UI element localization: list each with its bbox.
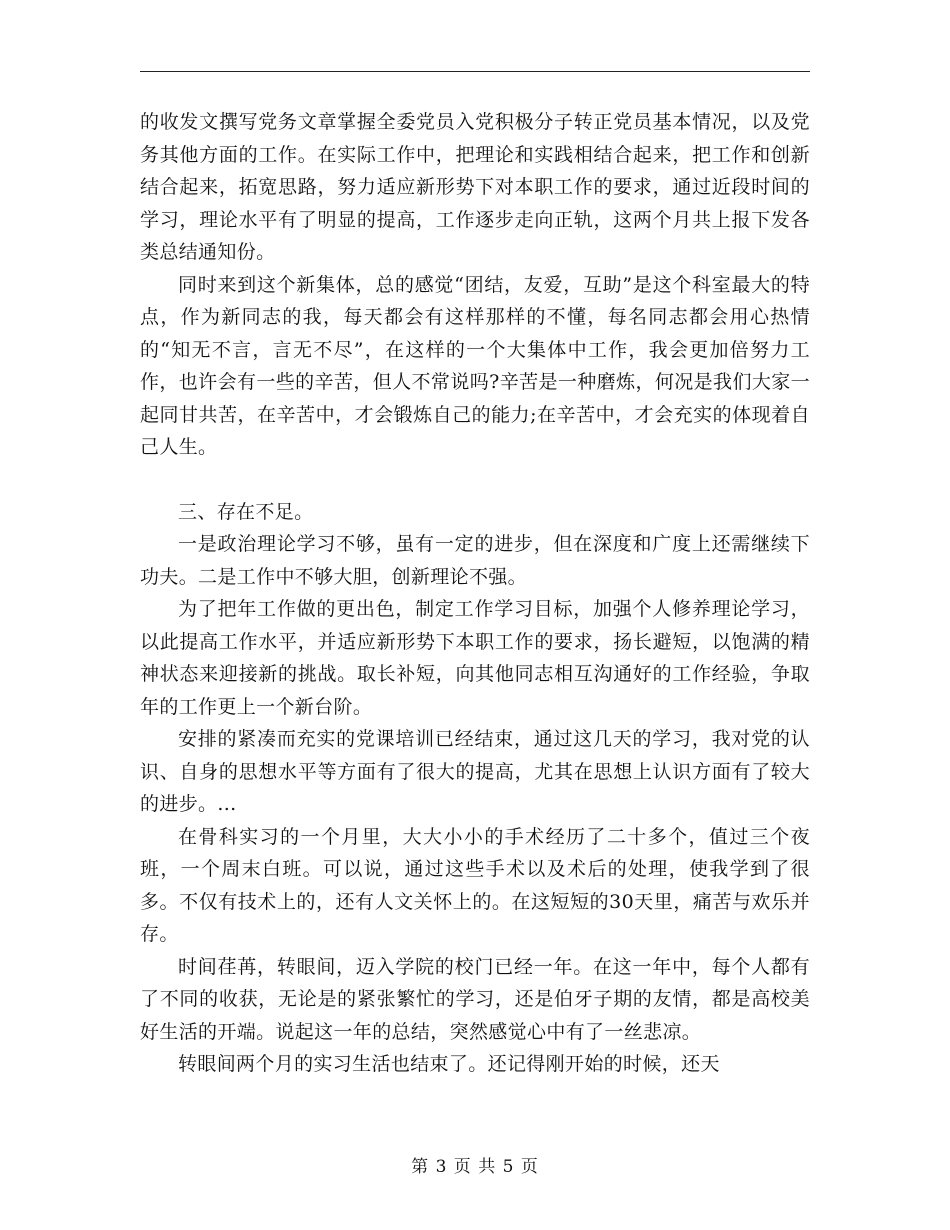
body-text [140, 106, 810, 1081]
section-heading-shortcomings: 三、存在不足。 [178, 500, 314, 523]
paragraph-goals: 为了把年工作做的更出色，制定工作学习目标，加强个人修养理论学习，以此提高工作水平，并适应新形势下本职工作的要求，扬长避短，以饱满的精神状态来迎接新的挑战。取长补短，向其他同志相互沟通好的工作经验，争取年的工作更上一个新台阶。 [140, 598, 810, 718]
paragraph-continuation: 的收发文撰写党务文章掌握全委党员入党积极分子转正党员基本情况，以及党务其他方面的工作。在实际工作中，把理论和实践相结合起来，把工作和创新结合起来，拓宽思路，努力适应新形势下对本职工作的要求，通过近段时间的学习，理论水平有了明显的提高，工作逐步走向正轨，这两个月共上报下发各类总结通知份。 [140, 111, 810, 263]
paragraph-first-year: 时间荏苒，转眼间，迈入学院的校门已经一年。在这一年中，每个人都有了不同的收获，无论是的紧张繁忙的学习，还是伯牙子期的友情，都是高校美好生活的开端。说起这一年的总结，突然感觉心中有了一丝悲凉。 [140, 955, 810, 1043]
paragraph-team-spirit: 同时来到这个新集体，总的感觉“团结，友爱，互助”是这个科室最大的特点，作为新同志的我，每天都会有这样那样的不懂，每名同志都会用心热情的“知无不言，言无不尽”，在这样的一个大集体中工作，我会更加倍努力工作，也许会有一些的辛苦，但人不常说吗?辛苦是一种磨炼，何况是我们大家一起同甘共苦，在辛苦中，才会锻炼自己的能力;在辛苦中，才会充实的体现着自己人生。 [140, 273, 810, 458]
page-number-footer: 第 3 页 共 5 页 [411, 1157, 539, 1177]
paragraph-orthopedics-internship: 在骨科实习的一个月里，大大小小的手术经历了二十多个，值过三个夜班，一个周末白班。可以说，通过这些手术以及术后的处理，使我学到了很多。不仅有技术上的，还有人文关怀上的。在这短短的30天里，痛苦与欢乐并存。 [140, 825, 810, 945]
paragraph-internship-end: 转眼间两个月的实习生活也结束了。还记得刚开始的时候，还天 [178, 1053, 720, 1075]
paragraph-party-training: 安排的紧凑而充实的党课培训已经结束，通过这几天的学习，我对党的认识、自身的思想水平等方面有了很大的提高，尤其在思想上认识方面有了较大的进步。... [140, 728, 810, 815]
paragraph-shortcomings: 一是政治理论学习不够，虽有一定的进步，但在深度和广度上还需继续下功夫。二是工作中不够大胆，创新理论不强。 [140, 533, 810, 588]
header-rule [140, 71, 810, 72]
